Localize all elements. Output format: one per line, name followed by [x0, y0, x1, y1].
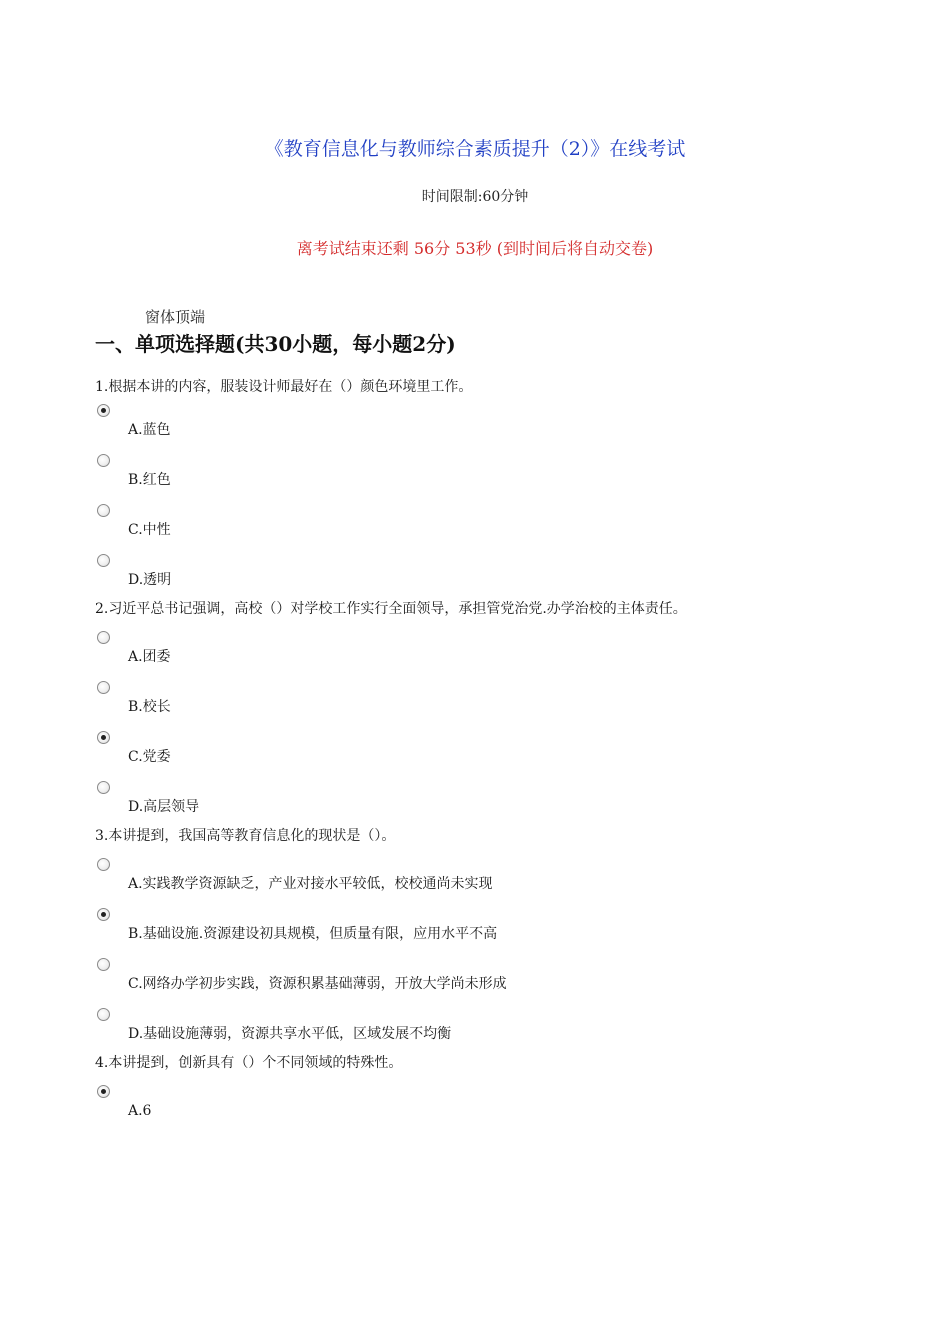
question-text: 2.习近平总书记强调，高校（）对学校工作实行全面领导，承担管党治党.办学治校的主体责任。	[95, 601, 687, 617]
question-1	[95, 376, 895, 598]
option-2c[interactable]	[95, 725, 895, 775]
radio-button[interactable]	[97, 781, 110, 794]
question-text: 4.本讲提到，创新具有（）个不同领域的特殊性。	[95, 1055, 403, 1071]
option-2a[interactable]	[95, 625, 895, 675]
radio-button[interactable]	[97, 504, 110, 517]
radio-button[interactable]	[97, 681, 110, 694]
section-title: 一、单项选择题(共30小题，每小题2分)	[95, 332, 456, 356]
question-4	[95, 1052, 895, 1129]
radio-button[interactable]	[97, 554, 110, 567]
question-text: 1.根据本讲的内容，服装设计师最好在（）颜色环境里工作。	[95, 379, 473, 395]
countdown-timer: 离考试结束还剩 56分 53秒 (到时间后将自动交卷)	[296, 239, 654, 258]
radio-button[interactable]	[97, 908, 110, 921]
radio-button[interactable]	[97, 958, 110, 971]
option-3b[interactable]	[95, 902, 895, 952]
radio-button[interactable]	[97, 454, 110, 467]
question-text: 3.本讲提到，我国高等教育信息化的现状是（）。	[95, 828, 396, 844]
option-3a[interactable]	[95, 852, 895, 902]
question-3	[95, 825, 895, 1052]
option-label: A.6	[128, 1103, 152, 1119]
exam-title: 《教育信息化与教师综合素质提升（2）》在线考试	[264, 138, 686, 160]
time-limit: 时间限制:60分钟	[421, 189, 529, 205]
option-label: D.基础设施薄弱，资源共享水平低，区域发展不均衡	[128, 1026, 452, 1042]
option-3c[interactable]	[95, 952, 895, 1002]
option-1a[interactable]	[95, 398, 895, 448]
option-3d[interactable]	[95, 1002, 895, 1052]
question-list	[95, 376, 895, 1129]
option-1d[interactable]	[95, 548, 895, 598]
option-label: A.团委	[128, 649, 171, 665]
radio-button[interactable]	[97, 404, 110, 417]
option-label: A.蓝色	[128, 422, 171, 438]
option-label: C.网络办学初步实践，资源积累基础薄弱，开放大学尚未形成	[128, 976, 507, 992]
option-1c[interactable]	[95, 498, 895, 548]
form-top-marker: 窗体顶端	[145, 308, 206, 326]
option-label: C.党委	[128, 749, 171, 765]
question-2	[95, 598, 895, 825]
option-label: A.实践教学资源缺乏，产业对接水平较低，校校通尚未实现	[128, 876, 493, 892]
radio-button[interactable]	[97, 631, 110, 644]
option-2b[interactable]	[95, 675, 895, 725]
option-2d[interactable]	[95, 775, 895, 825]
radio-button[interactable]	[97, 858, 110, 871]
option-label: D.高层领导	[128, 799, 200, 815]
option-label: B.基础设施.资源建设初具规模，但质量有限，应用水平不高	[128, 926, 498, 942]
radio-button[interactable]	[97, 731, 110, 744]
option-label: D.透明	[128, 572, 172, 588]
radio-button[interactable]	[97, 1085, 110, 1098]
option-label: C.中性	[128, 522, 171, 538]
option-1b[interactable]	[95, 448, 895, 498]
option-label: B.校长	[128, 699, 171, 715]
radio-button[interactable]	[97, 1008, 110, 1021]
option-4a[interactable]	[95, 1079, 895, 1129]
option-label: B.红色	[128, 472, 171, 488]
